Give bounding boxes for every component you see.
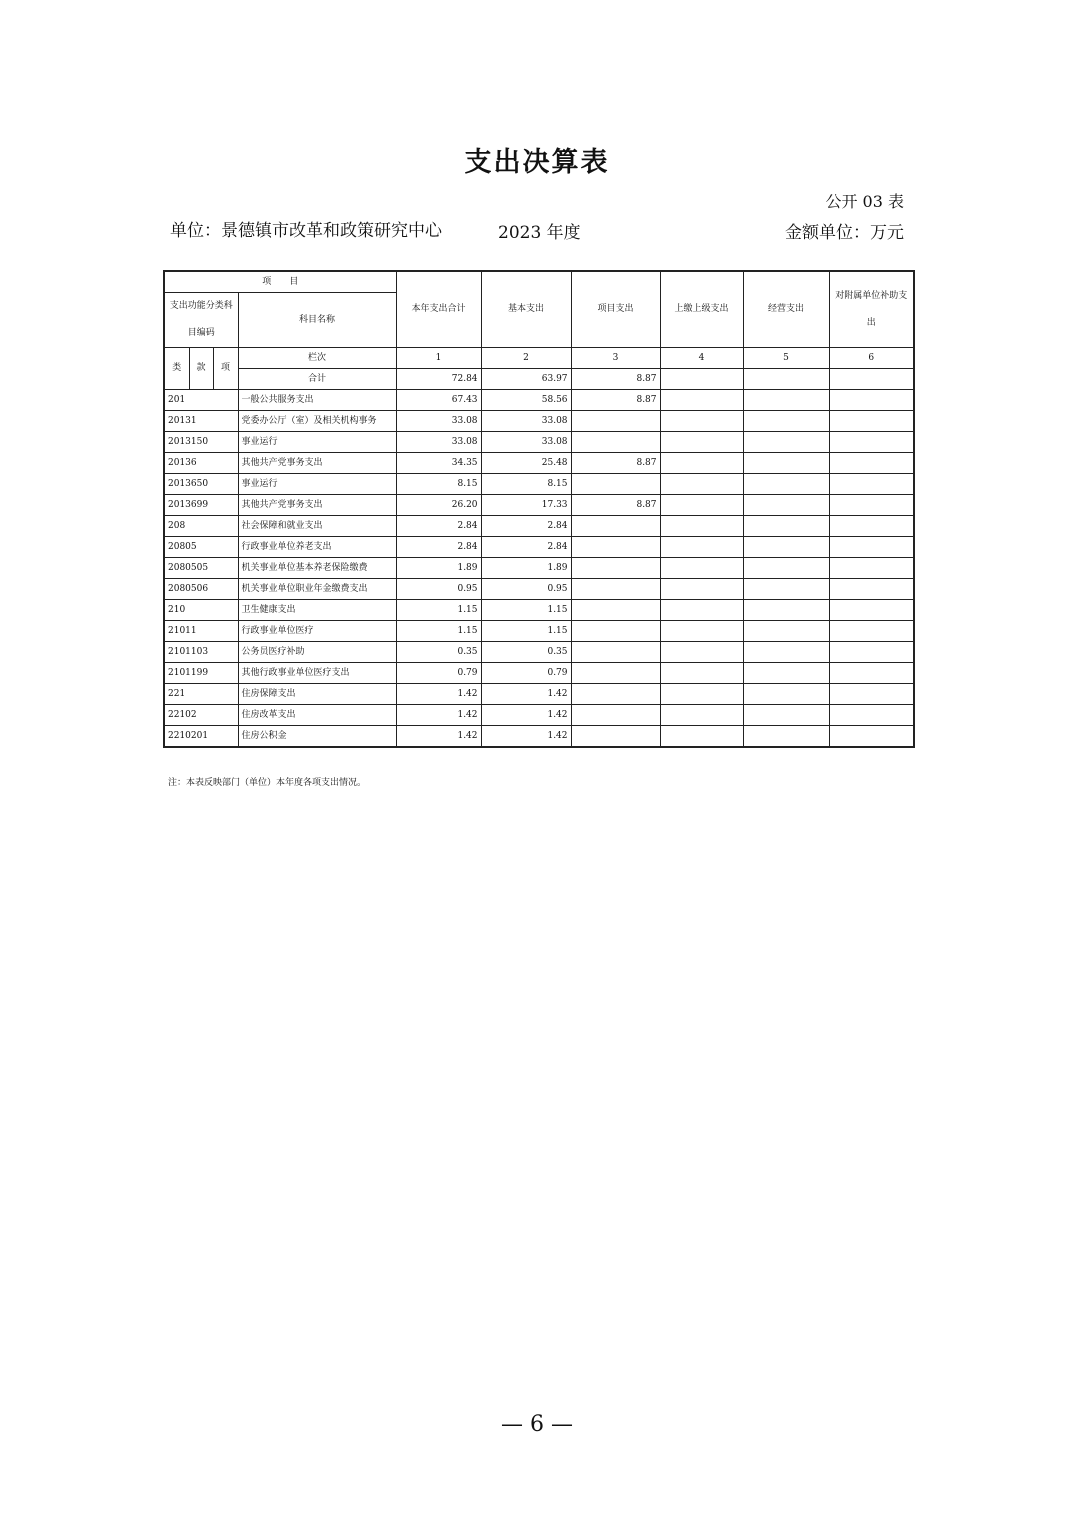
row-value-upper	[660, 642, 743, 663]
row-value-total: 1.42	[396, 684, 481, 705]
row-value-basic: 25.48	[481, 453, 571, 474]
row-subject-name: 机关事业单位职业年金缴费支出	[238, 579, 396, 600]
row-value-project	[571, 705, 660, 726]
table-row	[164, 621, 914, 642]
row-value-total: 2.84	[396, 537, 481, 558]
row-value-subsidy	[829, 390, 914, 411]
total-value-6	[829, 369, 914, 390]
table-row	[164, 726, 914, 748]
header-func-code: 支出功能分类科目编码	[164, 293, 238, 348]
row-code: 2080505	[164, 558, 238, 579]
row-code: 20136	[164, 453, 238, 474]
row-value-business	[743, 705, 829, 726]
row-value-subsidy	[829, 726, 914, 748]
total-value-4	[660, 369, 743, 390]
row-code: 21011	[164, 621, 238, 642]
row-value-upper	[660, 495, 743, 516]
row-subject-name: 住房公积金	[238, 726, 396, 748]
row-value-total: 1.15	[396, 621, 481, 642]
row-code: 2013650	[164, 474, 238, 495]
row-code: 201	[164, 390, 238, 411]
row-value-basic: 33.08	[481, 411, 571, 432]
row-value-upper	[660, 537, 743, 558]
table-row	[164, 390, 914, 411]
row-code: 221	[164, 684, 238, 705]
row-subject-name: 一般公共服务支出	[238, 390, 396, 411]
row-value-project	[571, 621, 660, 642]
row-value-subsidy	[829, 600, 914, 621]
header-col-total: 本年支出合计	[396, 271, 481, 348]
header-col-project: 项目支出	[571, 271, 660, 348]
row-value-project	[571, 411, 660, 432]
row-value-basic: 2.84	[481, 537, 571, 558]
row-value-upper	[660, 579, 743, 600]
row-value-total: 8.15	[396, 474, 481, 495]
row-value-business	[743, 558, 829, 579]
row-value-total: 0.35	[396, 642, 481, 663]
row-value-upper	[660, 558, 743, 579]
row-value-upper	[660, 684, 743, 705]
row-value-basic: 1.89	[481, 558, 571, 579]
row-value-project	[571, 663, 660, 684]
row-value-basic: 1.15	[481, 621, 571, 642]
row-value-upper	[660, 621, 743, 642]
row-value-subsidy	[829, 432, 914, 453]
row-code: 2013699	[164, 495, 238, 516]
form-number: 公开 03 表	[825, 192, 904, 211]
row-value-upper	[660, 705, 743, 726]
row-subject-name: 住房保障支出	[238, 684, 396, 705]
row-value-business	[743, 432, 829, 453]
header-col-upper: 上缴上级支出	[660, 271, 743, 348]
row-subject-name: 其他行政事业单位医疗支出	[238, 663, 396, 684]
table-row	[164, 432, 914, 453]
table-row	[164, 705, 914, 726]
table-row	[164, 537, 914, 558]
row-code: 208	[164, 516, 238, 537]
table-row	[164, 474, 914, 495]
row-subject-name: 社会保障和就业支出	[238, 516, 396, 537]
row-value-subsidy	[829, 579, 914, 600]
row-value-subsidy	[829, 516, 914, 537]
row-value-subsidy	[829, 411, 914, 432]
row-value-project	[571, 684, 660, 705]
row-subject-name: 事业运行	[238, 474, 396, 495]
table-row	[164, 684, 914, 705]
row-value-total: 33.08	[396, 411, 481, 432]
row-value-total: 33.08	[396, 432, 481, 453]
row-value-total: 1.15	[396, 600, 481, 621]
row-subject-name: 事业运行	[238, 432, 396, 453]
header-kuan: 款	[189, 348, 213, 390]
row-value-basic: 0.79	[481, 663, 571, 684]
row-value-upper	[660, 411, 743, 432]
row-code: 2013150	[164, 432, 238, 453]
row-value-business	[743, 642, 829, 663]
header-xiang: 项	[213, 348, 238, 390]
row-code: 20131	[164, 411, 238, 432]
row-value-project	[571, 726, 660, 748]
row-value-upper	[660, 390, 743, 411]
table-note: 注：本表反映部门（单位）本年度各项支出情况。	[168, 778, 367, 788]
header-project: 项 目	[164, 271, 396, 293]
page-title: 支出决算表	[464, 147, 610, 178]
row-value-total: 0.95	[396, 579, 481, 600]
row-value-project	[571, 537, 660, 558]
row-value-basic: 17.33	[481, 495, 571, 516]
row-value-upper	[660, 516, 743, 537]
row-code: 2101103	[164, 642, 238, 663]
row-value-subsidy	[829, 621, 914, 642]
row-value-total: 67.43	[396, 390, 481, 411]
row-code: 2101199	[164, 663, 238, 684]
row-value-business	[743, 537, 829, 558]
col-number-5: 5	[743, 348, 829, 369]
total-value-2: 63.97	[481, 369, 571, 390]
amount-unit: 金额单位：万元	[785, 223, 904, 243]
row-value-business	[743, 453, 829, 474]
row-value-total: 34.35	[396, 453, 481, 474]
row-value-basic: 58.56	[481, 390, 571, 411]
row-value-basic: 1.42	[481, 726, 571, 748]
header-lei: 类	[164, 348, 189, 390]
table-row	[164, 663, 914, 684]
row-value-basic: 1.42	[481, 705, 571, 726]
row-value-business	[743, 411, 829, 432]
header-col-business: 经营支出	[743, 271, 829, 348]
row-subject-name: 行政事业单位养老支出	[238, 537, 396, 558]
row-value-upper	[660, 726, 743, 748]
row-value-project	[571, 600, 660, 621]
row-value-basic: 1.15	[481, 600, 571, 621]
row-value-business	[743, 495, 829, 516]
row-value-subsidy	[829, 705, 914, 726]
table-row	[164, 516, 914, 537]
row-value-business	[743, 390, 829, 411]
row-subject-name: 机关事业单位基本养老保险缴费	[238, 558, 396, 579]
total-value-5	[743, 369, 829, 390]
row-value-basic: 1.42	[481, 684, 571, 705]
row-value-basic: 8.15	[481, 474, 571, 495]
header-subject-name: 科目名称	[238, 293, 396, 348]
row-value-project: 8.87	[571, 495, 660, 516]
col-number-3: 3	[571, 348, 660, 369]
total-value-3: 8.87	[571, 369, 660, 390]
table-row	[164, 600, 914, 621]
row-value-project	[571, 432, 660, 453]
row-value-subsidy	[829, 642, 914, 663]
header-col-basic: 基本支出	[481, 271, 571, 348]
header-lanci: 栏次	[238, 348, 396, 369]
table-row	[164, 453, 914, 474]
row-code: 22102	[164, 705, 238, 726]
page-number: — 6 —	[501, 1412, 573, 1437]
row-value-total: 1.42	[396, 726, 481, 748]
table-row	[164, 495, 914, 516]
row-value-basic: 0.35	[481, 642, 571, 663]
row-subject-name: 住房改革支出	[238, 705, 396, 726]
row-value-business	[743, 621, 829, 642]
col-number-4: 4	[660, 348, 743, 369]
row-value-total: 26.20	[396, 495, 481, 516]
row-value-project: 8.87	[571, 390, 660, 411]
row-subject-name: 公务员医疗补助	[238, 642, 396, 663]
row-value-subsidy	[829, 495, 914, 516]
row-code: 210	[164, 600, 238, 621]
row-value-project	[571, 579, 660, 600]
row-subject-name: 党委办公厅（室）及相关机构事务	[238, 411, 396, 432]
row-value-upper	[660, 663, 743, 684]
row-subject-name: 卫生健康支出	[238, 600, 396, 621]
row-value-subsidy	[829, 453, 914, 474]
row-value-upper	[660, 600, 743, 621]
row-value-business	[743, 726, 829, 748]
table-row	[164, 642, 914, 663]
table-row	[164, 558, 914, 579]
row-value-project	[571, 642, 660, 663]
row-value-total: 1.42	[396, 705, 481, 726]
col-number-6: 6	[829, 348, 914, 369]
col-number-1: 1	[396, 348, 481, 369]
fiscal-year: 2023 年度	[498, 223, 581, 243]
row-value-business	[743, 600, 829, 621]
expenditure-table	[163, 270, 915, 748]
row-value-subsidy	[829, 474, 914, 495]
row-value-basic: 0.95	[481, 579, 571, 600]
row-value-upper	[660, 453, 743, 474]
row-subject-name: 其他共产党事务支出	[238, 453, 396, 474]
row-value-subsidy	[829, 558, 914, 579]
row-value-project: 8.87	[571, 453, 660, 474]
row-value-basic: 33.08	[481, 432, 571, 453]
row-value-basic: 2.84	[481, 516, 571, 537]
row-value-project	[571, 474, 660, 495]
row-value-project	[571, 516, 660, 537]
table-row	[164, 411, 914, 432]
row-code: 2210201	[164, 726, 238, 748]
row-value-business	[743, 684, 829, 705]
row-value-total: 2.84	[396, 516, 481, 537]
row-subject-name: 行政事业单位医疗	[238, 621, 396, 642]
row-value-upper	[660, 474, 743, 495]
row-value-business	[743, 516, 829, 537]
row-code: 20805	[164, 537, 238, 558]
unit-label: 单位：景德镇市改革和政策研究中心	[170, 221, 442, 241]
total-value-1: 72.84	[396, 369, 481, 390]
header-col-subsidy: 对附属单位补助支出	[829, 271, 914, 348]
row-value-total: 1.89	[396, 558, 481, 579]
row-value-subsidy	[829, 684, 914, 705]
row-value-total: 0.79	[396, 663, 481, 684]
row-value-subsidy	[829, 663, 914, 684]
row-value-business	[743, 579, 829, 600]
row-value-project	[571, 558, 660, 579]
total-label: 合计	[238, 369, 396, 390]
col-number-2: 2	[481, 348, 571, 369]
row-code: 2080506	[164, 579, 238, 600]
row-value-subsidy	[829, 537, 914, 558]
row-value-business	[743, 663, 829, 684]
table-body	[164, 271, 914, 747]
row-value-upper	[660, 432, 743, 453]
table-row	[164, 579, 914, 600]
row-value-business	[743, 474, 829, 495]
row-subject-name: 其他共产党事务支出	[238, 495, 396, 516]
